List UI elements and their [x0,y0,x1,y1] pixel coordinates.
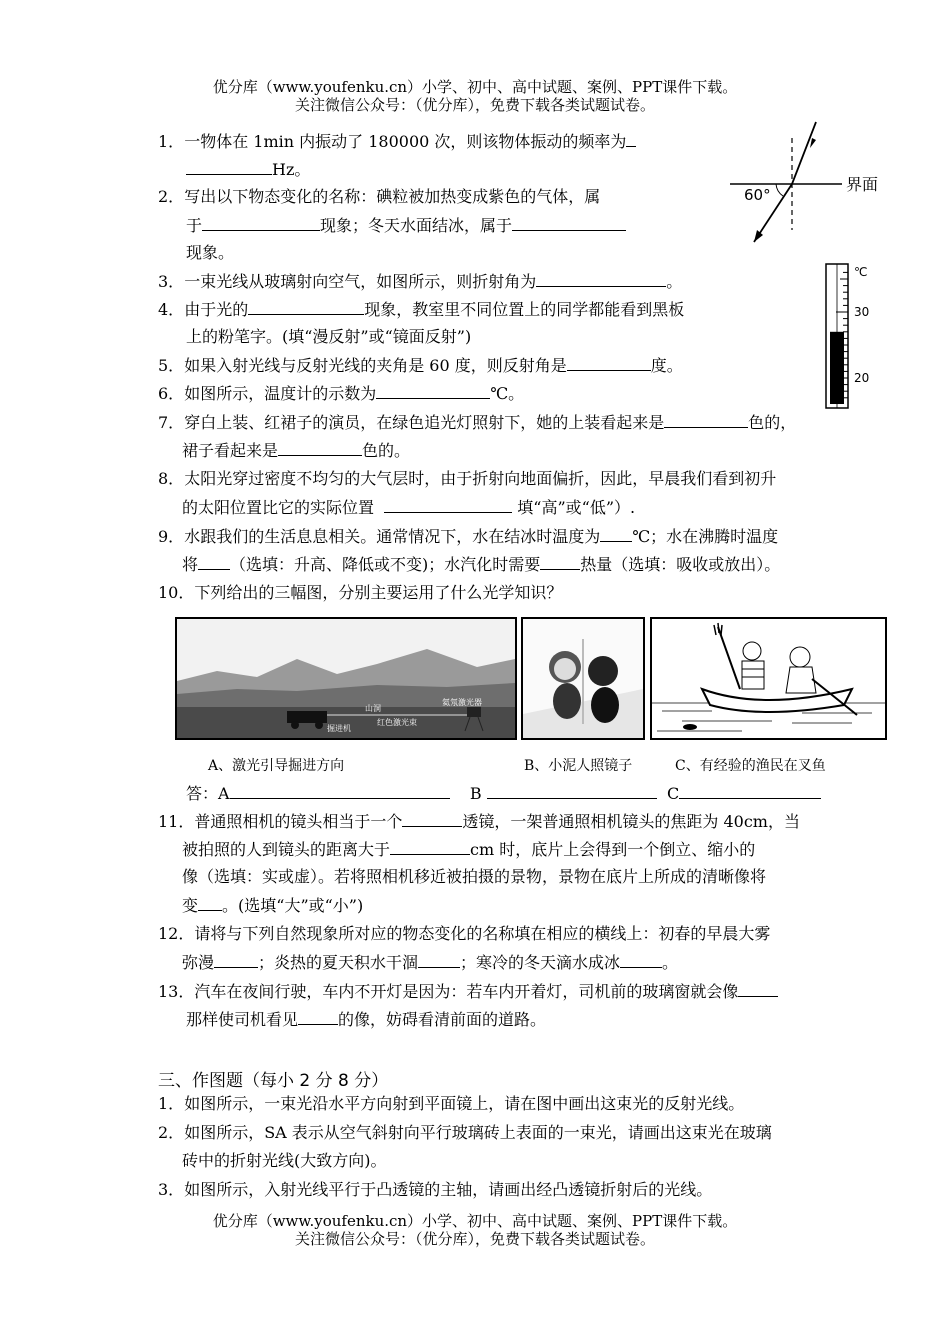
question-7: 7．穿白上装、红裙子的演员，在绿色追光灯照射下，她的上装看起来是 色的， [158,413,797,432]
angle-label: 60° [744,186,771,204]
question-9-cont: 将 （选填：升高、降低或不变)；水汽化时需要 热量（选填：吸收或放出）。 [182,555,781,574]
picture-b-drawing [523,619,643,738]
question-11-cont3: 变 。(选填“大”或“小”) [182,896,364,915]
header-line-2: 关注微信公众号：（优分库），免费下载各类试题试卷。 [294,96,655,114]
caption-c: C、有经验的渔民在叉鱼 [675,758,826,774]
question-12: 12．请将与下列自然现象所对应的物态变化的名称填在相应的横线上：初春的早晨大雾 [158,924,771,943]
question-8: 8．太阳光穿过密度不均匀的大气层时，由于折射向地面偏折，因此，早晨我们看到初升 [158,469,777,488]
thermometer-unit: ℃ [854,265,868,279]
picture-a-label-beam: 红色激光束 [377,718,417,727]
question-13: 13．汽车在夜间行驶，车内不开灯是因为：若车内开着灯，司机前的玻璃窗就会像 [158,980,778,1003]
section-3-problem-3: 3．如图所示，入射光线平行于凸透镜的主轴，请画出经凸透镜折射后的光线。 [158,1180,713,1199]
footer-line-2: 关注微信公众号：（优分库），免费下载各类试题试卷。 [294,1230,655,1248]
question-5: 5．如果入射光线与反射光线的夹角是 60 度，则反射角是 度。 [158,356,683,375]
section-3-problem-1: 1．如图所示，一束光沿水平方向射到平面镜上，请在图中画出这束光的反射光线。 [158,1094,745,1113]
refracted-ray [792,122,816,184]
question-11-cont2: 像（选填：实或虚）。若将照相机移近被拍摄的景物，景物在底片上所成的清晰像将 [182,867,767,886]
section-3-title: 三、作图题（每小 2 分 8 分） [158,1071,389,1091]
question-1: 1．一物体在 1min 内振动了 180000 次，则该物体振动的频率为 [158,130,636,153]
caption-b: B、小泥人照镜子 [524,758,633,774]
question-11: 11．普通照相机的镜头相当于一个 透镜，一架普通照相机镜头的焦距为 40cm，当 [158,812,800,831]
tick-label-20: 20 [854,371,870,385]
interface-label: 界面 [846,175,879,194]
picture-b-mirror [521,617,645,740]
question-9: 9．水跟我们的生活息息相关。通常情况下，水在结冰时温度为 ℃；水在沸腾时温度 [158,527,779,546]
header-line-1: 优分库（www.youfenku.cn）小学、初中、高中试题、案例、PPT课件下载。 [212,78,738,96]
refraction-figure [726,120,896,246]
picture-a-label-cave: 山洞 [365,704,381,713]
picture-a-label-machine: 掘进机 [327,724,351,733]
section-3-problem-2: 2．如图所示，SA 表示从空气斜射向平行玻璃砖上表面的一束光，请画出这束光在玻璃 [158,1123,772,1142]
picture-a-label-laser: 氦氖激光器 [442,698,482,707]
question-2: 2．写出以下物态变化的名称：碘粒被加热变成紫色的气体，属 [158,187,601,206]
question-13-cont: 那样使司机看见 的像，妨碍看清前面的道路。 [186,1010,547,1029]
question-7-cont: 裙子看起来是 色的。 [182,441,411,460]
caption-a: A、激光引导掘进方向 [208,758,345,774]
thermometer-figure [816,262,886,412]
picture-a-laser-tunnel [175,617,517,740]
section-3-problem-2-cont: 砖中的折射光线(大致方向)。 [182,1151,387,1170]
question-2-cont2: 现象。 [186,243,235,262]
question-12-cont: 弥漫 ；炎热的夏天积水干涸 ；寒冷的冬天滴水成冰 。 [182,953,679,972]
question-2-cont: 于 现象；冬天水面结冰，属于 [186,214,626,237]
question-1-cont: Hz。 [186,158,310,181]
question-8-cont: 的太阳位置比它的实际位置 填“高”或“低”）. [182,498,636,517]
picture-c-fisherman [650,617,887,740]
question-4-cont: 上的粉笔字。(填“漫反射”或“镜面反射”) [186,327,472,346]
tick-label-30: 30 [854,305,870,319]
question-11-cont: 被拍照的人到镜头的距离大于 cm 时，底片上会得到一个倒立、缩小的 [182,840,756,859]
footer-line-1: 优分库（www.youfenku.cn）小学、初中、高中试题、案例、PPT课件下载。 [212,1212,738,1230]
question-4: 4．由于光的 现象，教室里不同位置上的同学都能看到黑板 [158,300,685,319]
question-3: 3．一束光线从玻璃射向空气，如图所示，则折射角为 。 [158,272,683,291]
question-10: 10．下列给出的三幅图，分别主要运用了什么光学知识？ [158,583,563,602]
question-10-answer: 答：A B C [186,782,821,805]
picture-a-drawing [177,619,515,738]
question-6: 6．如图所示，温度计的示数为 ℃。 [158,384,525,403]
picture-c-drawing [652,619,885,738]
mercury-column [830,332,844,404]
